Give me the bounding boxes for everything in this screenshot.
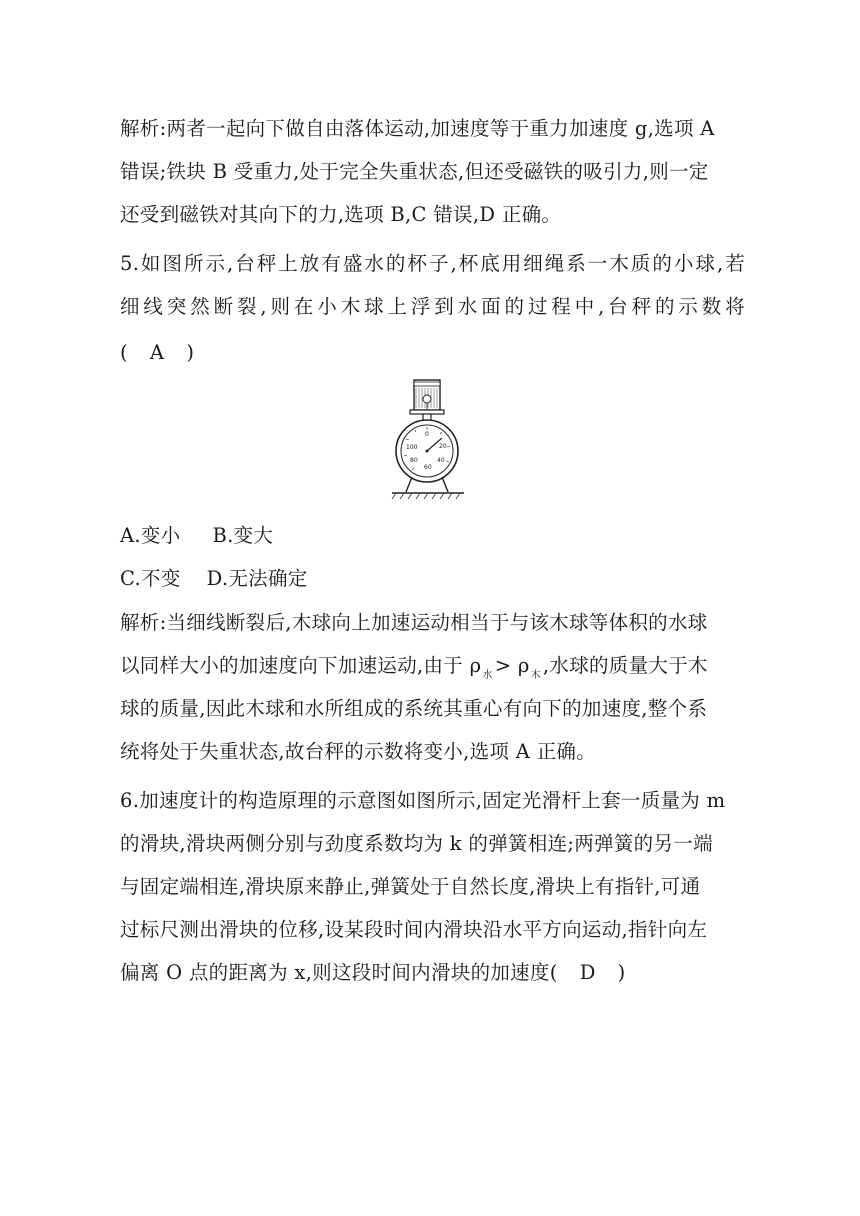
dial-label-100: 100 (406, 444, 418, 451)
options-row-1 (120, 523, 745, 549)
question-6-line-2: 的滑块,滑块两侧分别与劲度系数均为 k 的弹簧相连;两弹簧的另一端 (120, 832, 713, 855)
analysis-5-line-4: 统将处于失重状态,故台秤的示数将变小,选项 A 正确。 (120, 740, 596, 763)
question-5-line-1: 5.如图所示,台秤上放有盛水的杯子,杯底用细绳系一木质的小球,若 (120, 252, 745, 275)
analysis-5-line-2-part-c: ,水球的质量大于木 (542, 654, 708, 677)
question-5-answer: A (149, 341, 165, 364)
option-c: C.不变 (120, 567, 181, 590)
subscript-water: 水 (482, 670, 493, 681)
analysis-4-line-1: 解析:两者一起向下做自由落体运动,加速度等于重力加速度 g,选项 A (120, 117, 715, 140)
dial-label-20: 20 (439, 443, 447, 450)
analysis-5-line-1: 解析:当细线断裂后,木球向上加速运动相当于与该木球等体积的水球 (120, 611, 708, 634)
question-6-answer: D (579, 961, 596, 984)
analysis-4-line-3: 还受到磁铁对其向下的力,选项 B,C 错误,D 正确。 (120, 203, 562, 226)
analysis-5-line-3: 球的质量,因此木球和水所组成的系统其重心有向下的加速度,整个系 (120, 697, 708, 720)
question-6-line-4: 过标尺测出滑块的位移,设某段时间内滑块沿水平方向运动,指针向左 (120, 918, 708, 941)
analysis-5-line-2 (120, 653, 745, 683)
dial-label-0: 0 (425, 431, 429, 438)
scale-platform (410, 410, 444, 414)
analysis-5-line-2-part-b: > ρ (494, 654, 530, 677)
question-6-line-5-text: 偏离 O 点的距离为 x,则这段时间内滑块的加速度( (120, 961, 558, 984)
option-d: D.无法确定 (206, 567, 308, 590)
option-a: A.变小 (120, 524, 181, 547)
paren-open: ( (120, 341, 128, 364)
question-6-line-5 (120, 960, 745, 986)
subscript-wood: 木 (530, 670, 541, 681)
scale-figure (388, 378, 468, 502)
option-b: B.变大 (212, 524, 274, 547)
question-6-line-3: 与固定端相连,滑块原来静止,弹簧处于自然长度,滑块上有指针,可通 (120, 875, 701, 898)
scale-illustration (388, 378, 468, 502)
analysis-4-line-2: 错误;铁块 B 受重力,处于完全失重状态,但还受磁铁的吸引力,则一定 (120, 160, 709, 183)
ground-hatch (392, 493, 460, 499)
cup-rim (414, 382, 440, 386)
dial-label-40: 40 (437, 457, 445, 464)
dial-label-80: 80 (410, 457, 418, 464)
question-6-line-1: 6.加速度计的构造原理的示意图如图所示,固定光滑杆上套一质量为 m (120, 789, 726, 812)
paren-close-6: ) (617, 961, 626, 984)
paren-close: ) (186, 341, 195, 364)
analysis-5-line-2-part-a: 以同样大小的加速度向下加速运动,由于 ρ (120, 654, 482, 677)
question-5-line-2: 细线突然断裂,则在小木球上浮到水面的过程中,台秤的示数将 (120, 295, 745, 318)
dial-pivot (426, 450, 429, 453)
dial-label-60: 60 (424, 464, 432, 471)
wooden-ball (423, 395, 431, 403)
options-row-2 (120, 566, 745, 592)
question-5-answer-line (120, 340, 745, 366)
